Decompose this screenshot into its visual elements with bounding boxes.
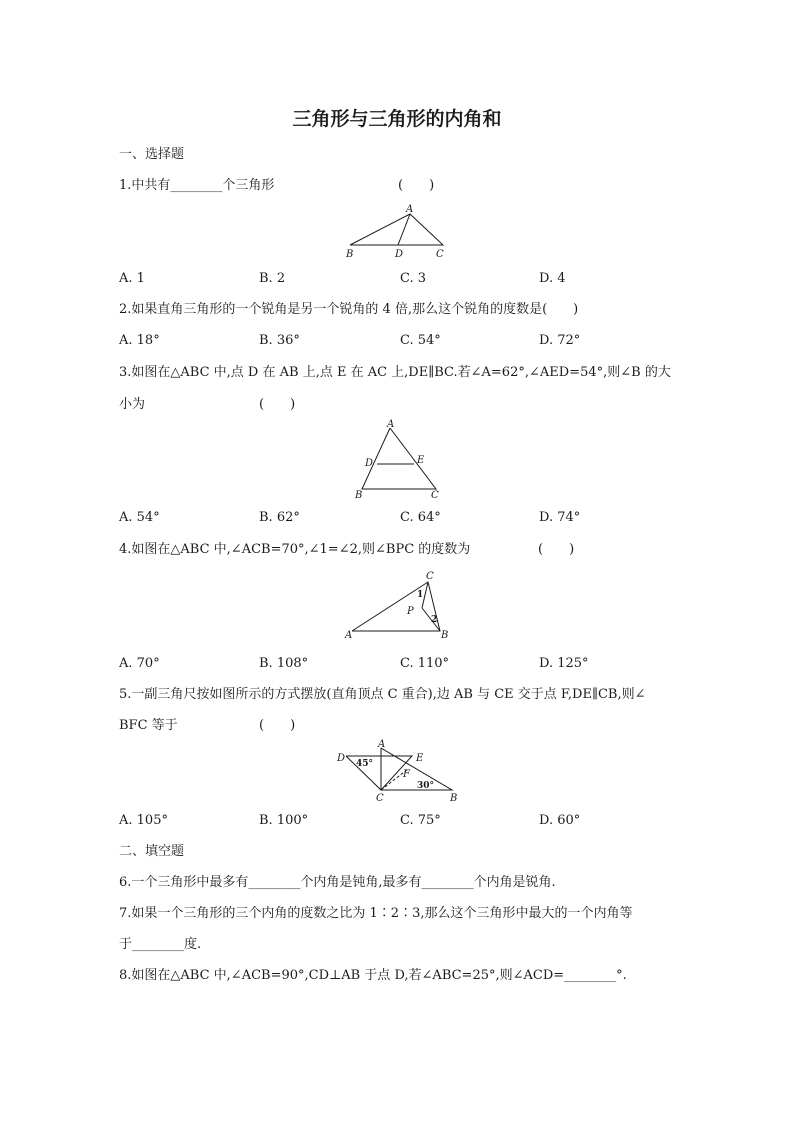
question-1-answer-paren: ( ) — [398, 178, 435, 193]
question-2-option-a: A. 18° — [119, 333, 160, 348]
angle-30-label: 30° — [417, 781, 435, 791]
question-5-text-line2: BFC 等于 — [119, 718, 178, 733]
label-p: P — [407, 606, 414, 617]
question-5-option-c: C. 75° — [400, 813, 441, 828]
question-1-option-a: A. 1 — [119, 271, 145, 286]
question-4-answer-paren: ( ) — [538, 542, 575, 557]
label-d: D — [365, 458, 374, 469]
label-b: B — [355, 490, 363, 501]
label-a: A — [387, 419, 395, 430]
question-3-option-a: A. 54° — [119, 510, 160, 525]
question-5-figure — [330, 738, 465, 806]
section-heading-fill-in: 二、填空题 — [119, 844, 185, 859]
label-e: E — [417, 455, 425, 466]
label-c: C — [376, 793, 384, 804]
label-d: D — [395, 249, 404, 260]
question-4-text: 4.如图在△ABC 中,∠ACB=70°,∠1=∠2,则∠BPC 的度数为 — [119, 542, 471, 557]
question-3-figure — [350, 418, 450, 502]
label-f: F — [403, 769, 410, 780]
label-b: B — [441, 630, 449, 641]
label-b: B — [346, 249, 354, 260]
angle-1-label: 1 — [417, 590, 424, 600]
question-7-text-line2: 于________度. — [119, 937, 202, 952]
section-heading-choice: 一、选择题 — [119, 147, 185, 162]
segment-ad — [398, 214, 410, 245]
triangle-abc — [350, 214, 443, 245]
label-a: A — [345, 630, 353, 641]
question-4-option-b: B. 108° — [259, 656, 309, 671]
triangle-abc — [362, 428, 436, 489]
question-3-option-b: B. 62° — [259, 510, 300, 525]
question-2-option-d: D. 72° — [539, 333, 581, 348]
question-4-option-d: D. 125° — [539, 656, 589, 671]
question-4-option-a: A. 70° — [119, 656, 160, 671]
label-c: C — [426, 571, 434, 582]
question-1-option-d: D. 4 — [539, 271, 566, 286]
question-2-option-c: C. 54° — [400, 333, 441, 348]
label-a: A — [378, 739, 386, 750]
label-c: C — [431, 490, 439, 501]
question-3-option-c: C. 64° — [400, 510, 441, 525]
question-7-text-line1: 7.如果一个三角形的三个内角的度数之比为 1∶2∶3,那么这个三角形中最大的一个内角等 — [119, 906, 633, 921]
question-4-option-c: C. 110° — [400, 656, 450, 671]
question-3-text-line2: 小为 — [119, 397, 146, 412]
question-1-option-c: C. 3 — [400, 271, 427, 286]
question-1-text: 1.中共有________个三角形 — [119, 178, 275, 193]
angle-45-label: 45° — [356, 759, 374, 769]
question-5-option-a: A. 105° — [119, 813, 168, 828]
label-e: E — [416, 753, 424, 764]
page-title: 三角形与三角形的内角和 — [292, 108, 502, 130]
question-3-option-d: D. 74° — [539, 510, 581, 525]
label-c: C — [436, 249, 444, 260]
question-2-text: 2.如果直角三角形的一个锐角是另一个锐角的 4 倍,那么这个锐角的度数是( ) — [119, 302, 579, 317]
question-5-option-d: D. 60° — [539, 813, 581, 828]
question-4-figure — [340, 570, 460, 642]
question-3-answer-paren: ( ) — [259, 397, 296, 412]
label-a: A — [406, 204, 414, 215]
question-8-text: 8.如图在△ABC 中,∠ACB=90°,CD⊥AB 于点 D,若∠ABC=25°,则∠ACD=________°. — [119, 968, 627, 983]
angle-2-label: 2 — [431, 615, 438, 625]
question-5-answer-paren: ( ) — [259, 718, 296, 733]
question-5-option-b: B. 100° — [259, 813, 309, 828]
question-3-text-line1: 3.如图在△ABC 中,点 D 在 AB 上,点 E 在 AC 上,DE∥BC.若∠A=62°,∠AED=54°,则∠B 的大 — [119, 365, 671, 380]
question-2-option-b: B. 36° — [259, 333, 300, 348]
label-b: B — [450, 793, 458, 804]
question-6-text: 6.一个三角形中最多有________个内角是钝角,最多有________个内角是锐角. — [119, 875, 556, 890]
question-5-text-line1: 5.一副三角尺按如图所示的方式摆放(直角顶点 C 重合),边 AB 与 CE 交于点 F,DE∥CB,则∠ — [119, 687, 646, 702]
label-d: D — [337, 753, 346, 764]
question-1-option-b: B. 2 — [259, 271, 286, 286]
question-1-figure — [340, 200, 460, 262]
